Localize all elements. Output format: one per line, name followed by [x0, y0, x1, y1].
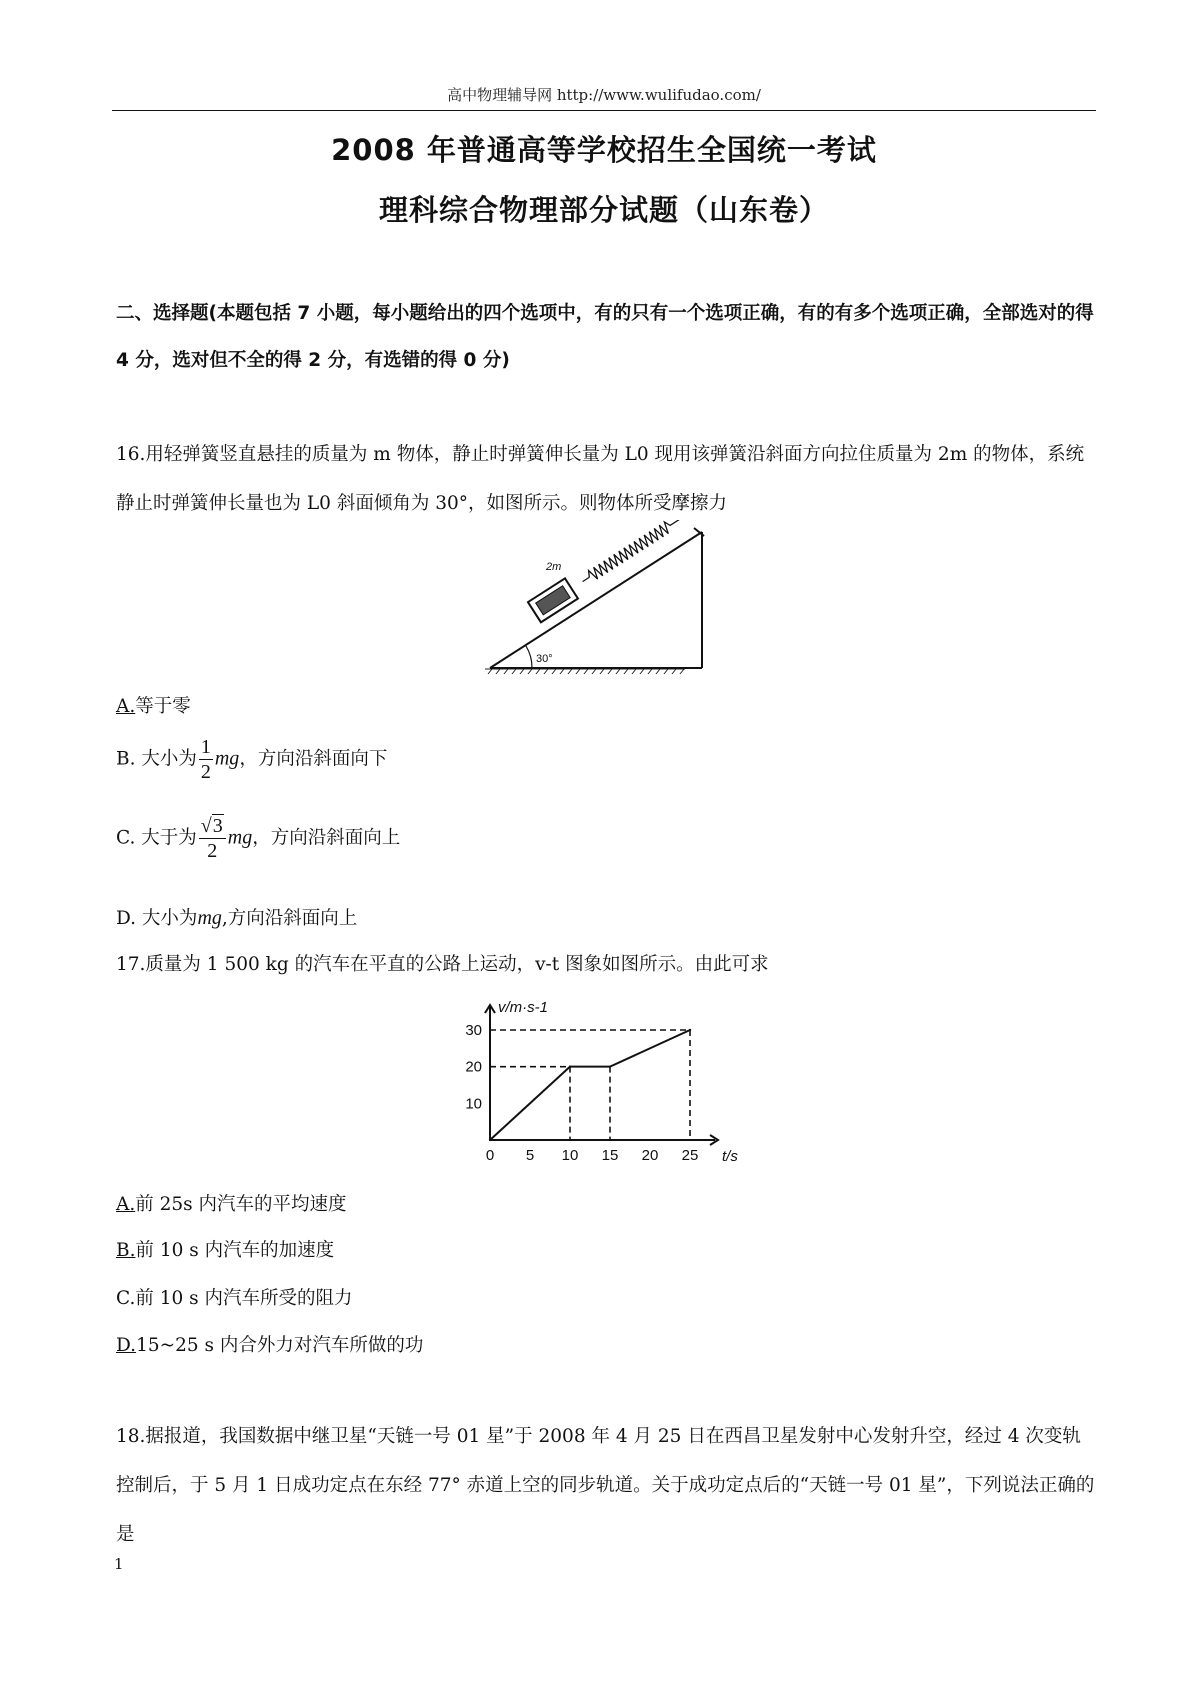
header-divider [112, 110, 1096, 111]
vt-chart [440, 995, 760, 1170]
chart-axes [485, 1005, 718, 1145]
q16-option-a-text: 等于零 [135, 696, 191, 717]
q17-option-b-text: 前 10 s 内汽车的加速度 [135, 1240, 335, 1261]
fraction-numerator [199, 814, 226, 839]
sqrt-radicand: 3 [212, 815, 223, 837]
fraction-denominator: 2 [200, 761, 211, 783]
q16-option-d-prefix: D. 大小为 [116, 908, 198, 929]
page-header: 高中物理辅导网 http://www.wulifudao.com/ [447, 86, 761, 104]
y-axis-label: v/m·s-1 [498, 999, 548, 1016]
y-tick-label: 10 [465, 1095, 482, 1113]
mg-symbol: mg [214, 747, 240, 770]
q17-option-a-letter: A. [116, 1194, 136, 1215]
angle-label: 30° [536, 653, 553, 665]
x-tick-label: 10 [561, 1147, 579, 1164]
q16-option-b-prefix: B. 大小为 [116, 748, 197, 770]
chart-guides [490, 1030, 690, 1140]
y-tick-label: 20 [465, 1058, 482, 1076]
vt-series-line [490, 1030, 690, 1140]
question-18-stem: 18.据报道，我国数据中继卫星“天链一号 01 星”于 2008 年 4 月 25 日在西昌卫星发射中心发射升空，经过 4 次变轨控制后，于 5 月 1 日成功定点在东经 77° 赤道上空的同步轨道。关于成功定点后的“天链一号 01 星”，下列说法正确的是 [116, 1426, 1095, 1545]
q16-option-c-prefix: C. 大于为 [116, 827, 197, 849]
vt-point [569, 1065, 571, 1067]
q16-option-c [116, 814, 400, 863]
mg-symbol: mg [197, 907, 222, 929]
q17-option-d-text: 15~25 s 内合外力对汽车所做的功 [136, 1335, 424, 1356]
q17-option-a [116, 1190, 347, 1216]
chart-ticks [465, 1022, 698, 1164]
question-16-stem: 16.用轻弹簧竖直悬挂的质量为 m 物体，静止时弹簧伸长量为 L0 现用该弹簧沿斜面方向拉住质量为 2m 的物体，系统静止时弹簧伸长量也为 L0 斜面倾角为 30°，如图所示。则物体所受摩擦力 [116, 444, 1085, 514]
sqrt-sign: √3 [200, 815, 223, 837]
chart-series [489, 1029, 691, 1141]
q16-option-b-suffix: ，方向沿斜面向下 [239, 748, 388, 770]
angle-arc [526, 646, 532, 668]
q17-option-d [116, 1331, 423, 1357]
q17-option-b-letter: B. [116, 1240, 136, 1261]
q16-option-c-suffix: ，方向沿斜面向上 [252, 827, 401, 849]
q16-option-d [116, 904, 357, 930]
x-tick-label: 15 [601, 1147, 619, 1164]
section-instructions: 二、选择题(本题包括 7 小题，每小题给出的四个选项中，有的只有一个选项正确，有的有多个选项正确，全部选对的得 4 分，选对但不全的得 2 分，有选错的得 0 分) [116, 303, 1094, 371]
fraction-denominator: 2 [207, 840, 218, 862]
mg-symbol: mg [227, 826, 253, 849]
q17-option-c: C.前 10 s 内汽车所受的阻力 [116, 1288, 353, 1309]
ground-hatch [485, 669, 685, 674]
q16-option-a-letter: A. [116, 696, 136, 717]
fraction-sqrt3-over-2 [199, 814, 226, 863]
vt-point [609, 1065, 611, 1067]
exam-title: 2008 年普通高等学校招生全国统一考试 [331, 133, 877, 167]
vt-point [489, 1139, 491, 1141]
exam-subtitle: 理科综合物理部分试题（山东卷） [378, 193, 829, 227]
q16-option-a [116, 692, 191, 718]
q17-option-a-text: 前 25s 内汽车的平均速度 [135, 1194, 347, 1215]
page-number: 1 [114, 1555, 124, 1573]
fraction-one-half [199, 735, 213, 784]
y-tick-label: 30 [465, 1022, 482, 1039]
incline-figure [480, 520, 720, 675]
fraction-numerator: 1 [200, 736, 211, 758]
q16-option-d-suffix: ,方向沿斜面向上 [221, 908, 358, 929]
mass-label: 2m [546, 561, 562, 573]
vt-point [689, 1029, 691, 1031]
x-tick-label: 25 [681, 1147, 699, 1164]
q16-option-b [116, 735, 387, 784]
x-tick-label: 20 [641, 1147, 659, 1164]
question-17-stem: 17.质量为 1 500 kg 的汽车在平直的公路上运动，v-t 图象如图所示。由此可求 [116, 954, 769, 975]
q17-option-d-letter: D. [116, 1335, 137, 1356]
q17-option-b [116, 1236, 334, 1262]
x-axis-label: t/s [722, 1148, 738, 1165]
incline [490, 528, 704, 668]
x-tick-label: 5 [525, 1147, 535, 1164]
x-tick-label: 0 [485, 1147, 495, 1164]
